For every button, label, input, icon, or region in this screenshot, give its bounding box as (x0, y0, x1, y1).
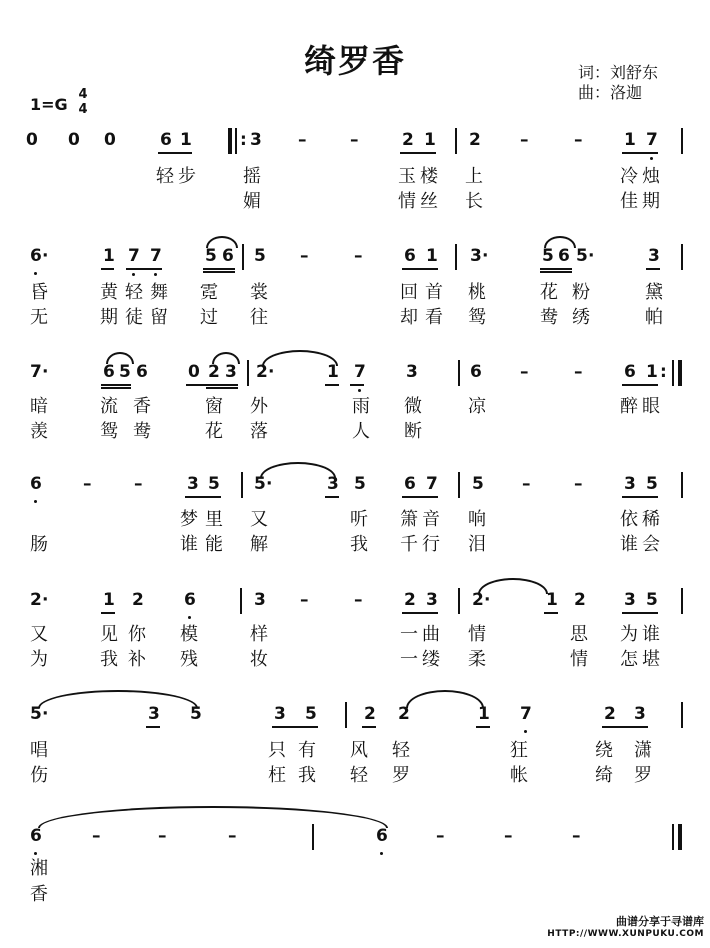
note: 5 (119, 362, 131, 382)
lyric: 解 (250, 534, 268, 555)
lyric: 我 (298, 765, 316, 786)
note: 3 (250, 130, 262, 150)
lyric: 看 (425, 307, 443, 328)
lyric: 我 (100, 649, 118, 670)
augmentation-dot: · (42, 362, 49, 382)
underline (325, 496, 339, 498)
lyric: 轻 (156, 166, 174, 187)
note: 2 (30, 590, 42, 610)
note: 0 (188, 362, 200, 382)
underline (622, 496, 658, 498)
note: 3 (624, 590, 636, 610)
note: 5 (354, 474, 366, 494)
note: 1 (180, 130, 192, 150)
lyric: 玉 (398, 166, 416, 187)
lyric: 长 (465, 191, 483, 212)
lyric: 只 (268, 740, 286, 761)
lyric: 伤 (30, 765, 48, 786)
lyric: 听 (350, 509, 368, 530)
note: – (522, 474, 531, 494)
lyric: 柔 (468, 649, 486, 670)
note: – (134, 474, 143, 494)
lyric: 箫 (400, 509, 418, 530)
tie (38, 806, 388, 828)
note: 1 (646, 362, 658, 382)
lyric: 微 (404, 396, 422, 417)
time-signature (76, 88, 90, 118)
augmentation-dot: · (42, 246, 49, 266)
note: 5 (305, 704, 317, 724)
note: 2 (472, 590, 484, 610)
note: 6 (30, 474, 42, 494)
lyric: 湘 (30, 858, 48, 879)
note: – (354, 590, 363, 610)
note: 3 (187, 474, 199, 494)
lyric: 佳 (620, 191, 638, 212)
note: 0 (68, 130, 80, 150)
note: – (92, 826, 101, 846)
note: 5 (208, 474, 220, 494)
note: 5 (646, 474, 658, 494)
underline (540, 268, 572, 270)
note: 6 (136, 362, 148, 382)
note: 5 (576, 246, 588, 266)
lyric: 绣 (572, 307, 590, 328)
note: 3 (406, 362, 418, 382)
lyric: 唱 (30, 740, 48, 761)
footer-url[interactable]: HTTP://WWW.XUNPUKU.COM (547, 929, 704, 939)
note: 3 (254, 590, 266, 610)
note: – (300, 246, 309, 266)
augmentation-dot: · (42, 704, 49, 724)
barline (247, 360, 249, 386)
note: 5 (472, 474, 484, 494)
lyric: 有 (298, 740, 316, 761)
augmentation-dot: · (266, 474, 273, 494)
barline (455, 244, 457, 270)
lyric: 你 (128, 624, 146, 645)
note: 3 (426, 590, 438, 610)
underline (146, 726, 160, 728)
note: 7 (354, 362, 366, 382)
underline (402, 268, 438, 270)
note: 5 (190, 704, 202, 724)
low-octave-dot (34, 500, 37, 503)
lyric: 昏 (30, 282, 48, 303)
underline (158, 152, 192, 154)
lyric: 轻 (125, 282, 143, 303)
note: – (83, 474, 92, 494)
note: 6 (222, 246, 234, 266)
note: – (158, 826, 167, 846)
tie (406, 690, 484, 708)
lyric: 枉 (268, 765, 286, 786)
note: 6 (30, 246, 42, 266)
lyric: 裳 (250, 282, 268, 303)
note: 1 (478, 704, 490, 724)
lyric: 上 (465, 166, 483, 187)
lyric: 黛 (645, 282, 663, 303)
lyric: 响 (468, 509, 486, 530)
lyric: 鸯 (540, 307, 558, 328)
note: 2 (132, 590, 144, 610)
underline (402, 496, 438, 498)
note: 7 (520, 704, 532, 724)
barline (458, 588, 460, 614)
underline (476, 726, 490, 728)
barline (345, 702, 347, 728)
low-octave-dot (34, 852, 37, 855)
lyric: 情 (398, 191, 416, 212)
note: 3 (225, 362, 237, 382)
lyric: 我 (350, 534, 368, 555)
underline (540, 271, 572, 273)
note: 6 (558, 246, 570, 266)
lyric: 肠 (30, 534, 48, 555)
note: 2 (364, 704, 376, 724)
lyric: 补 (128, 649, 146, 670)
lyric: 绮 (595, 765, 613, 786)
underline (101, 384, 131, 386)
lyricist-credit: 词：刘舒东 (578, 63, 659, 82)
augmentation-dot: · (268, 362, 275, 382)
lyric: 鸳 (468, 307, 486, 328)
composer-credit: 曲：洛迦 (578, 83, 643, 102)
note: 6 (404, 474, 416, 494)
note: 5 (646, 590, 658, 610)
lyric: 情 (468, 624, 486, 645)
lyric: 模 (180, 624, 198, 645)
lyric: 残 (180, 649, 198, 670)
lyric: 一 (400, 624, 418, 645)
note: 7 (426, 474, 438, 494)
lyric: 样 (250, 624, 268, 645)
lyric: 流 (100, 396, 118, 417)
note: 1 (426, 246, 438, 266)
lyric: 泪 (468, 534, 486, 555)
note: 2 (256, 362, 268, 382)
note: 2 (402, 130, 414, 150)
lyric: 为 (620, 624, 638, 645)
note: 1 (424, 130, 436, 150)
underline (402, 612, 438, 614)
underline (101, 268, 114, 270)
lyric: 为 (30, 649, 48, 670)
lyric: 依 (620, 509, 638, 530)
lyric: 媚 (243, 191, 261, 212)
low-octave-dot (154, 273, 157, 276)
lyric: 曲 (422, 624, 440, 645)
note: 1 (103, 246, 115, 266)
tie (38, 690, 198, 708)
barline (240, 588, 242, 614)
lyric: 鸳 (100, 421, 118, 442)
lyric: 轻 (392, 740, 410, 761)
lyric: 徒 (125, 307, 143, 328)
lyric: 雨 (352, 396, 370, 417)
lyric: 稀 (642, 509, 660, 530)
note: 3 (634, 704, 646, 724)
note: 1 (103, 590, 115, 610)
barline (241, 472, 243, 498)
lyric: 又 (250, 509, 268, 530)
note: 6 (404, 246, 416, 266)
lyric: 鸯 (133, 421, 151, 442)
lyric: 摇 (243, 166, 261, 187)
note: 6 (160, 130, 172, 150)
note: 2 (404, 590, 416, 610)
underline (272, 726, 318, 728)
underline (622, 384, 658, 386)
note: – (436, 826, 445, 846)
lyric: 留 (150, 307, 168, 328)
note: – (520, 130, 529, 150)
watermark-footer (547, 915, 704, 941)
note: – (350, 130, 359, 150)
note: – (298, 130, 307, 150)
note: 3 (648, 246, 660, 266)
lyric: 风 (350, 740, 368, 761)
note: 2 (398, 704, 410, 724)
lyric: 过 (200, 307, 218, 328)
note: 6 (624, 362, 636, 382)
lyric: 思 (570, 624, 588, 645)
lyric: 花 (205, 421, 223, 442)
note: 5 (542, 246, 554, 266)
augmentation-dot: · (588, 246, 595, 266)
note: 3 (470, 246, 482, 266)
barline (312, 824, 314, 850)
note: 0 (26, 130, 38, 150)
lyric: 凉 (468, 396, 486, 417)
note: – (572, 826, 581, 846)
lyric: 妆 (250, 649, 268, 670)
lyric: 羡 (30, 421, 48, 442)
low-octave-dot (380, 852, 383, 855)
underline (325, 384, 339, 386)
lyric: 罗 (392, 765, 410, 786)
barline (242, 244, 244, 270)
lyric: 行 (422, 534, 440, 555)
lyric: 绕 (595, 740, 613, 761)
note: – (520, 362, 529, 382)
low-octave-dot (188, 616, 191, 619)
note: – (574, 362, 583, 382)
augmentation-dot: · (482, 246, 489, 266)
page-title: 绮罗香 (303, 42, 406, 80)
note: 7 (646, 130, 658, 150)
lyric: 醉 (620, 396, 638, 417)
lyric: 桃 (468, 282, 486, 303)
lyric: 却 (400, 307, 418, 328)
note: – (574, 474, 583, 494)
note: 6 (376, 826, 388, 846)
note: – (354, 246, 363, 266)
lyric: 首 (425, 282, 443, 303)
lyric: 怎 (620, 649, 638, 670)
lyric: 谁 (620, 534, 638, 555)
footer-line-1: 曲谱分享于寻谱库 (616, 915, 704, 928)
time-signature-top: 4 (78, 87, 88, 102)
lyric: 狂 (510, 740, 528, 761)
lyric: 无 (30, 307, 48, 328)
lyric: 见 (100, 624, 118, 645)
note: 3 (624, 474, 636, 494)
lyric: 帐 (510, 765, 528, 786)
lyric: 回 (400, 282, 418, 303)
lyric: 花 (540, 282, 558, 303)
repeat-start-barline (228, 128, 232, 154)
lyric: 期 (100, 307, 118, 328)
lyric: 期 (642, 191, 660, 212)
repeat-dots: : (660, 362, 667, 382)
barline (681, 702, 683, 728)
lyric: 黄 (100, 282, 118, 303)
lyric: 舞 (150, 282, 168, 303)
lyric: 又 (30, 624, 48, 645)
note: 3 (148, 704, 160, 724)
underline (203, 271, 235, 273)
lyric: 谁 (642, 624, 660, 645)
underline (206, 387, 238, 389)
lyric: 楼 (420, 166, 438, 187)
lyric: 霓 (200, 282, 218, 303)
underline (186, 384, 238, 386)
lyric: 往 (250, 307, 268, 328)
note: 6 (30, 826, 42, 846)
low-octave-dot (34, 272, 37, 275)
note: 2 (208, 362, 220, 382)
note: 7 (128, 246, 140, 266)
note: 5 (254, 246, 266, 266)
note: 5 (254, 474, 266, 494)
barline (672, 824, 674, 850)
lyric: 缕 (422, 649, 440, 670)
barline (681, 588, 683, 614)
lyric: 潇 (634, 740, 652, 761)
note: 5 (205, 246, 217, 266)
barline (681, 244, 683, 270)
lyric: 情 (570, 649, 588, 670)
note: 6 (184, 590, 196, 610)
lyric: 一 (400, 649, 418, 670)
underline (101, 612, 115, 614)
note: – (228, 826, 237, 846)
note: 1 (624, 130, 636, 150)
lyric: 烛 (642, 166, 660, 187)
lyric: 会 (642, 534, 660, 555)
note: 3 (274, 704, 286, 724)
lyric: 千 (400, 534, 418, 555)
note: 2 (574, 590, 586, 610)
lyric: 堪 (642, 649, 660, 670)
underline (622, 612, 658, 614)
underline (544, 612, 558, 614)
lyric: 暗 (30, 396, 48, 417)
underline (185, 496, 221, 498)
note: – (300, 590, 309, 610)
note: 5 (30, 704, 42, 724)
lyric: 落 (250, 421, 268, 442)
barline (458, 472, 460, 498)
lyric: 冷 (620, 166, 638, 187)
lyric: 音 (422, 509, 440, 530)
note: 2 (469, 130, 481, 150)
underline (400, 152, 436, 154)
underline (622, 152, 658, 154)
barline (235, 128, 237, 154)
lyric: 轻 (350, 765, 368, 786)
lyric: 窗 (205, 396, 223, 417)
note: 0 (104, 130, 116, 150)
lyric: 梦 (180, 509, 198, 530)
barline (672, 360, 674, 386)
barline (681, 128, 683, 154)
note: 6 (470, 362, 482, 382)
lyric: 罗 (634, 765, 652, 786)
note: 7 (150, 246, 162, 266)
note: 6 (103, 362, 115, 382)
barline (681, 472, 683, 498)
time-signature-bottom: 4 (78, 102, 88, 117)
note: 1 (546, 590, 558, 610)
note: 1 (327, 362, 339, 382)
underline (362, 726, 376, 728)
low-octave-dot (650, 157, 653, 160)
barline (455, 128, 457, 154)
underline (203, 268, 235, 270)
underline (350, 384, 364, 386)
lyric: 谁 (180, 534, 198, 555)
underline (602, 726, 648, 728)
repeat-dots: : (240, 130, 247, 150)
lyric: 香 (133, 396, 151, 417)
barline (458, 360, 460, 386)
lyric: 人 (352, 421, 370, 442)
underline (126, 268, 162, 270)
note: – (574, 130, 583, 150)
underline (101, 387, 131, 389)
augmentation-dot: · (484, 590, 491, 610)
note: – (504, 826, 513, 846)
augmentation-dot: · (42, 590, 49, 610)
final-barline (678, 824, 682, 850)
low-octave-dot (524, 730, 527, 733)
low-octave-dot (358, 389, 361, 392)
lyric: 能 (205, 534, 223, 555)
low-octave-dot (132, 273, 135, 276)
repeat-end-barline (678, 360, 682, 386)
lyric: 步 (178, 166, 196, 187)
lyric: 断 (404, 421, 422, 442)
lyric: 眼 (642, 396, 660, 417)
lyric: 丝 (420, 191, 438, 212)
lyric: 粉 (572, 282, 590, 303)
underline (646, 268, 660, 270)
note: 7 (30, 362, 42, 382)
lyric: 外 (250, 396, 268, 417)
lyric: 里 (205, 509, 223, 530)
note: 2 (604, 704, 616, 724)
key-signature: 1=G (30, 95, 68, 114)
lyric: 帕 (645, 307, 663, 328)
lyric: 香 (30, 884, 48, 905)
note: 3 (327, 474, 339, 494)
